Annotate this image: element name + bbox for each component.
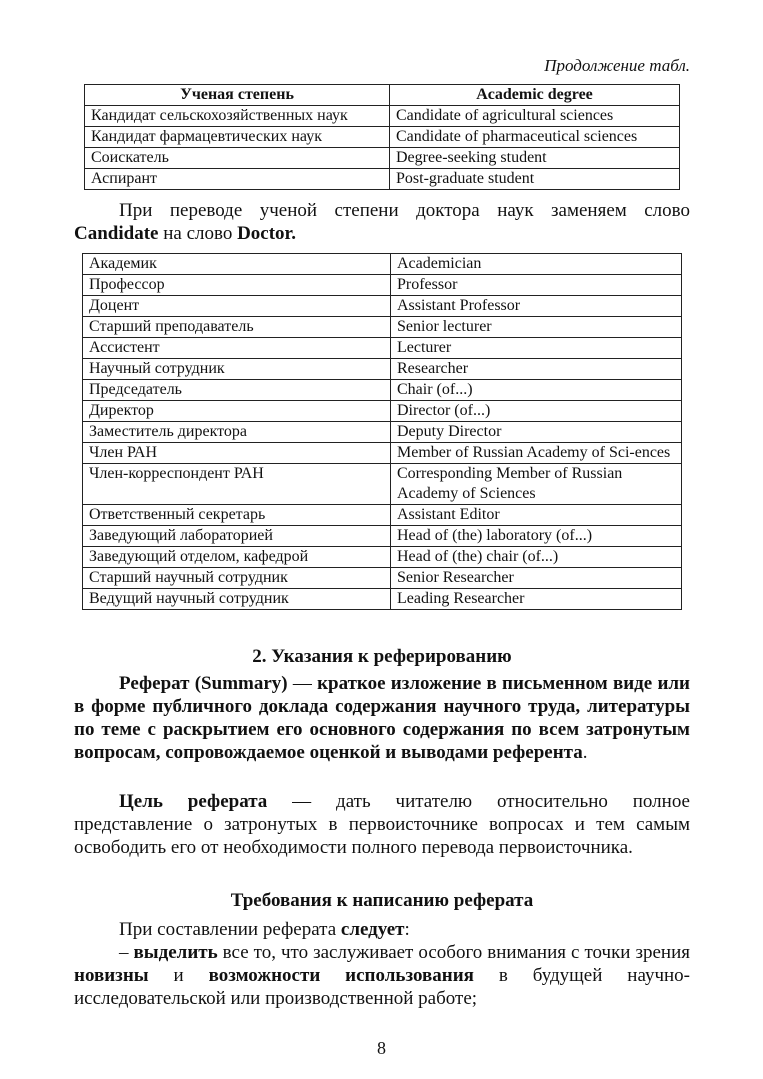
table-cell: Председатель [83,380,391,401]
note-bold-term: Doctor. [237,223,296,244]
table-row [83,401,682,422]
table-cell: Заведующий лабораторией [83,526,391,547]
table-row [83,275,682,296]
table-row [83,505,682,526]
table-cell: Член-корреспондент РАН [83,464,391,505]
item-bold: выделить [133,942,218,963]
table-cell: Научный сотрудник [83,359,391,380]
doctor-note-paragraph [74,199,690,245]
table-cell: Post-graduate student [390,169,680,190]
table-cell: Member of Russian Academy of Sci-ences [391,443,682,464]
table-row [83,547,682,568]
note-text: на слово [158,223,238,244]
table-cell: Assistant Editor [391,505,682,526]
page-number: 8 [377,1038,386,1058]
table-continuation-label: Продолжение табл. [544,56,690,75]
table-cell: Chair (of...) [391,380,682,401]
table-cell: Senior lecturer [391,317,682,338]
table-row [83,296,682,317]
table-cell: Заместитель директора [83,422,391,443]
summary-term: Реферат (Summary) [119,673,288,694]
table-header-row [85,85,680,106]
requirements-title: Требования к написанию реферата [230,890,534,911]
intro-bold: следует [340,919,405,940]
table-cell: Кандидат фармацевтических наук [85,127,390,148]
summary-definition-paragraph [74,672,690,764]
list-dash: – [119,942,134,963]
table-row [83,359,682,380]
table-row [83,254,682,275]
degree-table [84,84,680,190]
summary-definition: краткое изложение в письменном виде или в форме публичного доклада содержания научного труда, литературы по теме с раскрытием его основного содержания по всем затронутым вопросам, сопровождаемое оценкой и выводами референта [74,673,690,763]
goal-term: Цель реферата [119,791,268,812]
table-cell: Академик [83,254,391,275]
table-row [85,106,680,127]
table-cell: Lecturer [391,338,682,359]
item-bold: новизны [74,965,149,986]
section-title: 2. Указания к реферированию [252,646,512,667]
table-cell: Доцент [83,296,391,317]
dash: — [287,673,318,694]
table-row [85,169,680,190]
goal-paragraph [74,790,690,859]
intro-text: При составлении реферата [119,919,341,940]
table-cell: Candidate of agricultural sciences [390,106,680,127]
table-row [85,127,680,148]
table-cell: Ведущий научный сотрудник [83,589,391,610]
table-row [83,464,682,505]
table-cell: Ассистент [83,338,391,359]
period: . [582,742,588,763]
item-text: и [148,965,209,986]
table-cell: Кандидат сельскохозяйственных наук [85,106,390,127]
table-cell: Professor [391,275,682,296]
table-cell: Аспирант [85,169,390,190]
column-header: Ученая степень [85,85,390,106]
table-row [85,148,680,169]
requirements-intro [74,918,690,941]
table-cell: Leading Researcher [391,589,682,610]
table-row [83,317,682,338]
table-cell: Director (of...) [391,401,682,422]
table-cell: Head of (the) chair (of...) [391,547,682,568]
table-row [83,589,682,610]
table-cell: Corresponding Member of Russian Academy of Sciences [391,464,682,505]
table-row [83,526,682,547]
goal-text: — дать читателю относительно полное представление о затронутых в первоисточнике вопросах и тем самым освободить его от необходимости полного перевода первоисточника. [74,791,690,858]
table-cell: Academician [391,254,682,275]
item-text: в будущей научно-исследовательской или производственной работе; [74,965,690,1009]
table-row [83,568,682,589]
table-cell: Заведующий отделом, кафедрой [83,547,391,568]
table-row [83,380,682,401]
table-cell: Deputy Director [391,422,682,443]
table-cell: Ответственный секретарь [83,505,391,526]
table-row [83,443,682,464]
intro-colon: : [404,919,410,940]
table-cell: Candidate of pharmaceutical sciences [390,127,680,148]
table-cell: Degree-seeking student [390,148,680,169]
table-cell: Старший преподаватель [83,317,391,338]
table-cell: Старший научный сотрудник [83,568,391,589]
table-cell: Соискатель [85,148,390,169]
positions-table [82,253,682,610]
table-cell: Head of (the) laboratory (of...) [391,526,682,547]
table-cell: Researcher [391,359,682,380]
note-text: При переводе ученой степени доктора наук заменяем слово [119,200,690,221]
table-cell: Профессор [83,275,391,296]
requirement-item [74,941,690,1010]
item-bold: возможности использования [208,965,474,986]
table-cell: Директор [83,401,391,422]
table-cell: Assistant Professor [391,296,682,317]
table-row [83,422,682,443]
note-bold-term: Candidate [74,223,159,244]
table-cell: Senior Researcher [391,568,682,589]
table-cell: Член РАН [83,443,391,464]
table-row [83,338,682,359]
column-header: Academic degree [390,85,680,106]
item-text: все то, что заслуживает особого внимания с точки зрения [217,942,690,963]
